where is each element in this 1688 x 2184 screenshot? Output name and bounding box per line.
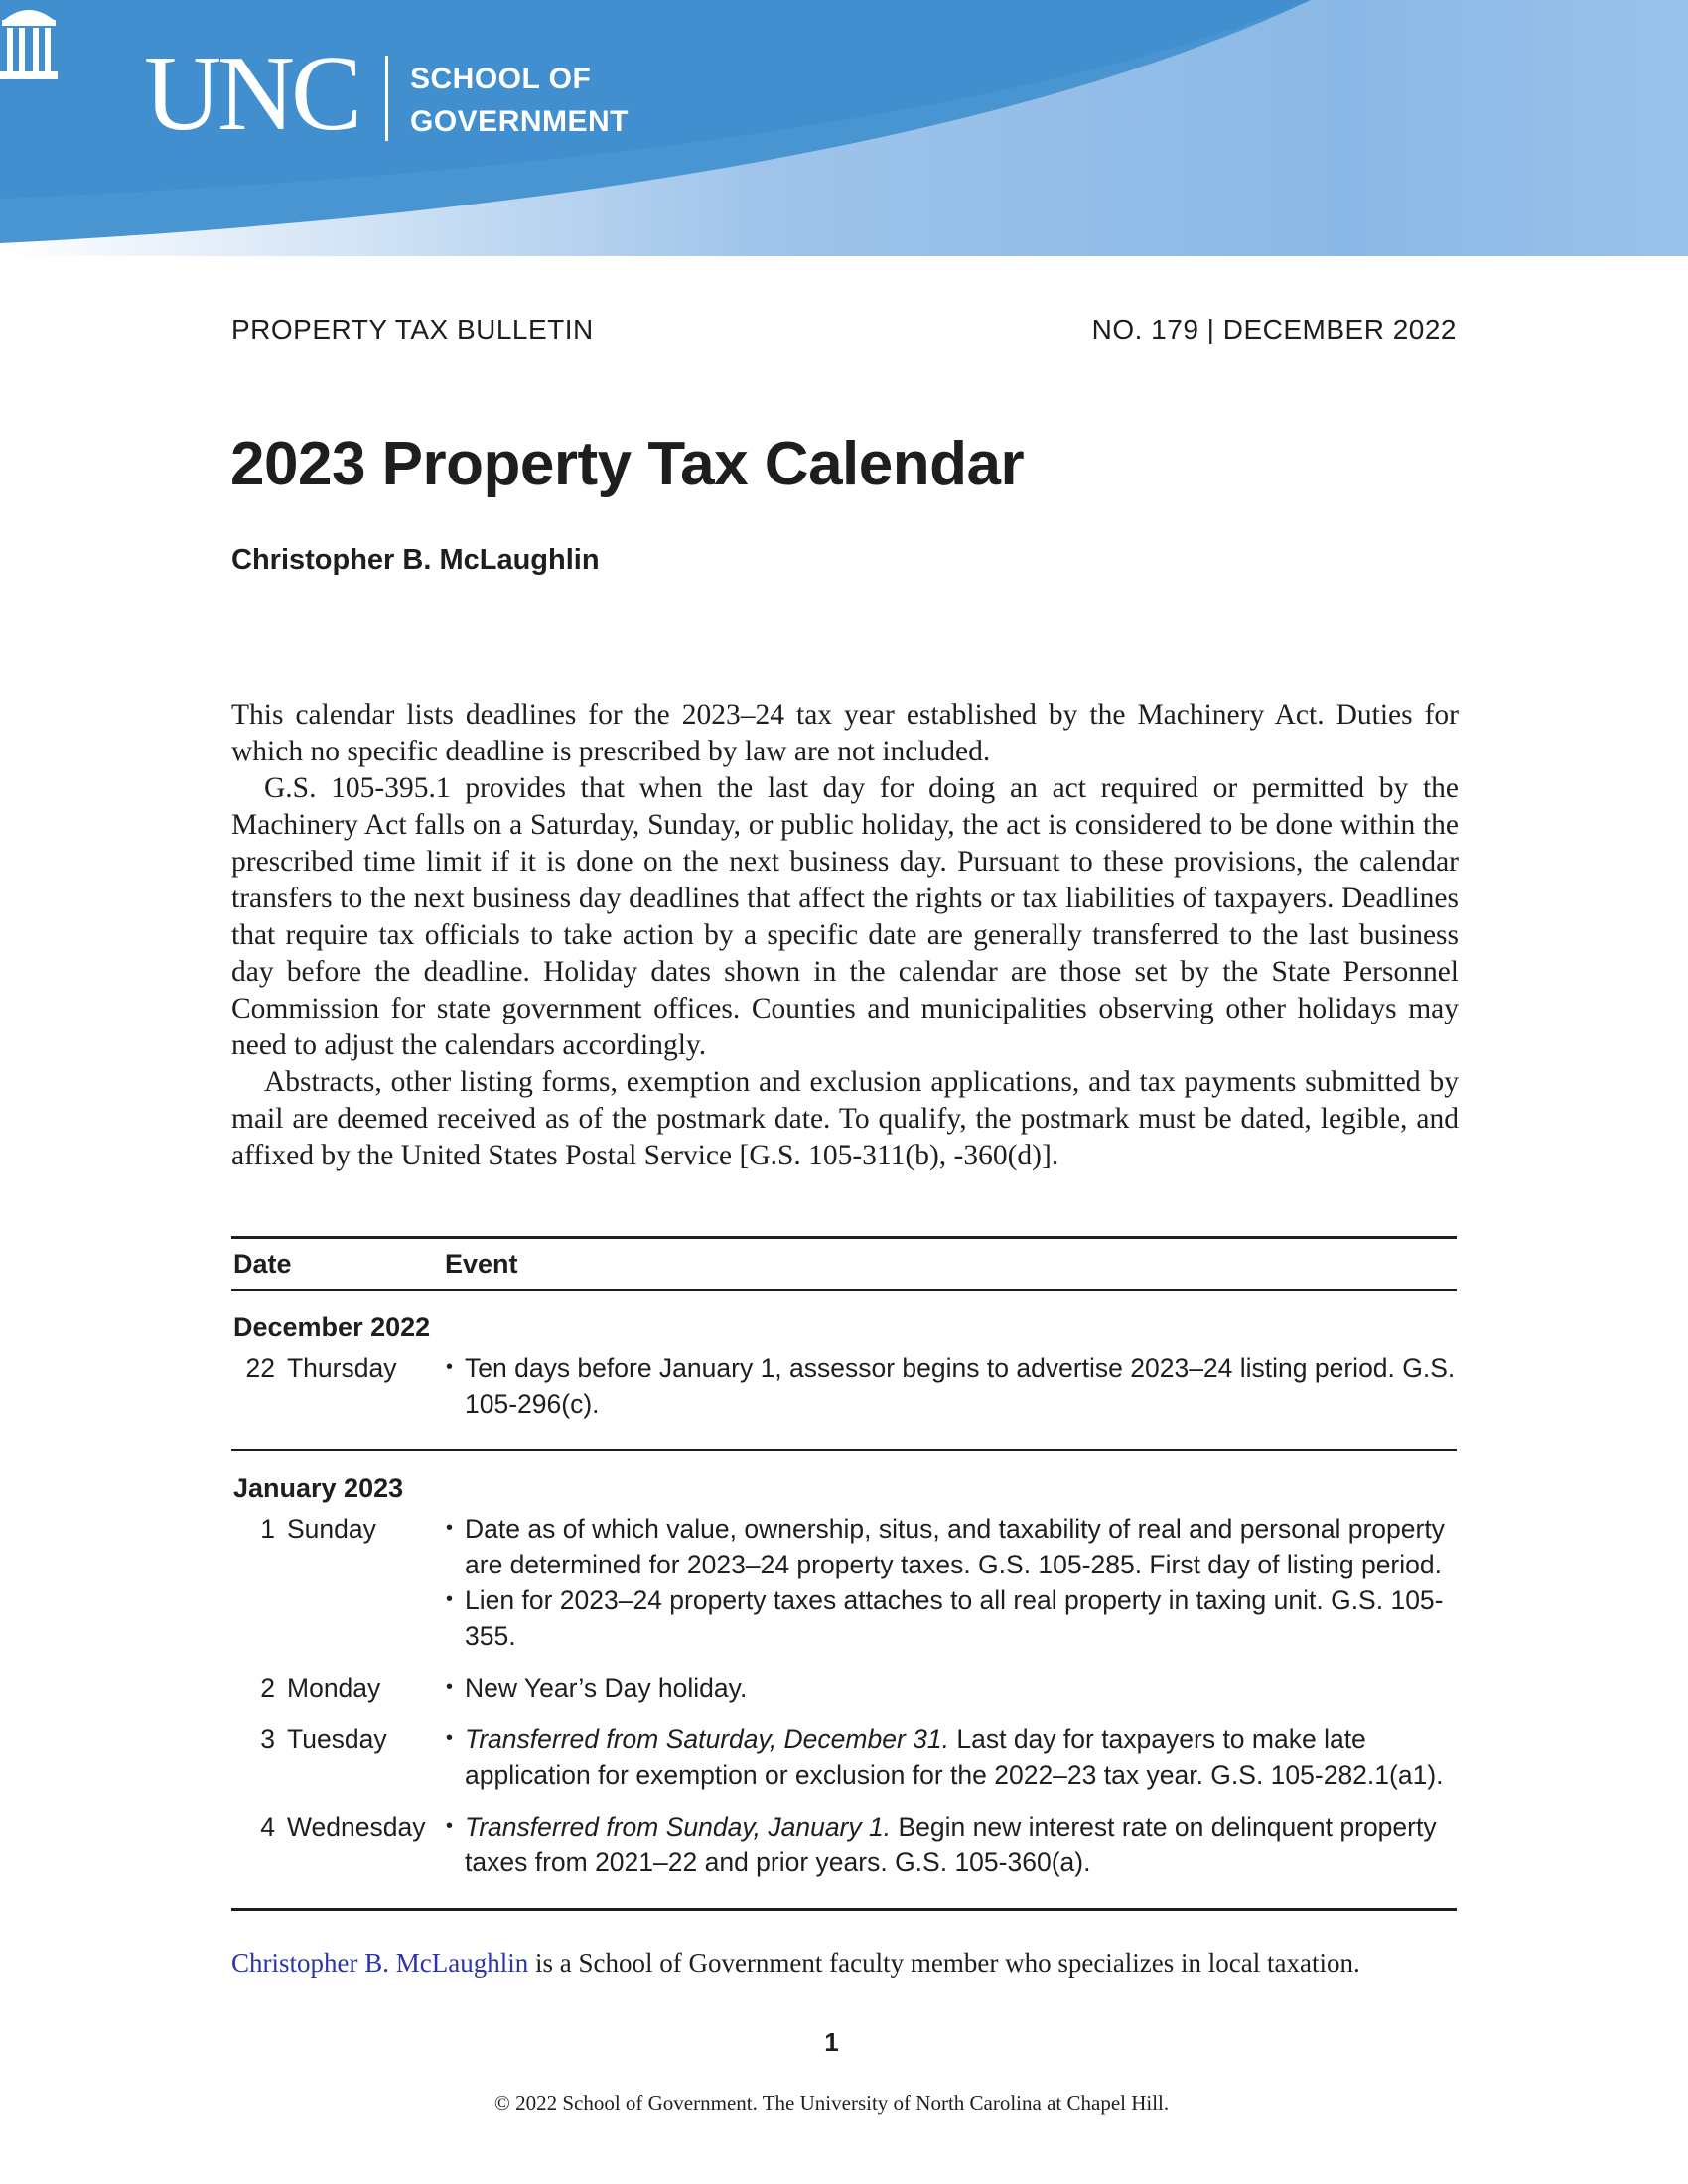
event-item [443,1721,1457,1793]
old-well-icon [0,0,58,81]
intro-text [231,697,1459,1174]
month-block-january-2023 [231,1449,1457,1908]
month-title: January 2023 [233,1473,404,1503]
event-text: Begin new interest rate on delinquent property taxes from 2021–22 and prior years. G.S. 105-360(a). [465,1812,1437,1877]
author-link[interactable]: Christopher B. McLaughlin [231,1948,529,1978]
row-events [443,1670,1457,1706]
row-date [231,1809,443,1880]
row-events [443,1721,1457,1793]
event-item [443,1809,1457,1880]
row-weekday: Thursday [287,1353,397,1383]
author-name: Christopher B. McLaughlin [231,544,600,576]
event-item [443,1582,1457,1654]
row-events [443,1350,1457,1422]
row-events [443,1511,1457,1654]
row-weekday: Tuesday [287,1724,387,1754]
page-title: 2023 Property Tax Calendar [230,430,1025,498]
copyright-notice: © 2022 School of Government. The University of North Carolina at Chapel Hill. [493,2091,1170,2115]
row-weekday: Sunday [287,1514,376,1544]
table-row [231,1511,1457,1654]
row-weekday: Wednesday [287,1812,426,1842]
event-item [443,1350,1457,1422]
school-line-1: SCHOOL OF [410,63,592,95]
footnote-text: is a School of Government faculty member who specializes in local taxation. [528,1948,1360,1978]
event-text: Date as of which value, ownership, situs, and taxability of real and personal property are determined for 2023–24 property taxes. G.S. 105-285. First day of listing period. [465,1514,1445,1579]
event-italic-prefix: Transferred from Saturday, December 31. [465,1724,949,1754]
row-date [231,1511,443,1654]
column-header-event: Event [445,1248,518,1279]
page-number: 1 [824,2027,839,2057]
table-row [231,1670,1457,1706]
row-date [231,1350,443,1422]
row-day: 3 [260,1724,275,1754]
table-row [231,1809,1457,1880]
table-header [231,1239,1457,1291]
event-text: Ten days before January 1, assessor begins to advertise 2023–24 listing period. G.S. 105-296(c). [465,1353,1456,1419]
event-text: Lien for 2023–24 property taxes attaches to all real property in taxing unit. G.S. 105-355. [465,1585,1444,1651]
unc-logo-text: UNC [144,35,359,153]
logo-divider [385,56,388,141]
table-row [231,1721,1457,1793]
column-header-date: Date [233,1248,292,1279]
header-banner [0,0,1688,256]
intro-paragraph: This calendar lists deadlines for the 2023–24 tax year established by the Machinery Act. Duties for which no specific deadline is prescribed by law are not included. [231,699,1459,767]
row-day: 4 [260,1812,275,1842]
event-item [443,1670,1457,1706]
event-item [443,1511,1457,1582]
author-footnote [231,1948,1360,1979]
table-row [231,1350,1457,1422]
row-date [231,1670,443,1706]
row-events [443,1809,1457,1880]
month-title: December 2022 [233,1312,431,1342]
intro-paragraph: Abstracts, other listing forms, exemption and exclusion applications, and tax payments submitted by mail are deemed received as of the postmark date. To qualify, the postmark must be dated, legible, and affixed by the United States Postal Service [G.S. 105-311(b), -360(d)]. [231,1066,1459,1171]
row-day: 2 [260,1673,275,1703]
event-text: Last day for taxpayers to make late application for exemption or exclusion for the 2022–23 tax year. G.S. 105-282.1(a1). [465,1724,1444,1790]
month-block-december-2022 [231,1291,1457,1449]
school-line-2: GOVERNMENT [410,105,630,138]
row-day: 1 [260,1514,275,1544]
issue-number: NO. 179 | DECEMBER 2022 [1091,314,1457,344]
calendar-table [231,1236,1457,1911]
table-bottom-rule [231,1908,1457,1911]
row-weekday: Monday [287,1673,381,1703]
event-text: New Year’s Day holiday. [465,1673,748,1703]
intro-paragraph: G.S. 105-395.1 provides that when the last day for doing an act required or permitted by the Machinery Act falls on a Saturday, Sunday, or public holiday, the act is considered to be done within the prescribed time limit if it is done on the next business day. Pursuant to these provisions, the calendar transfers to the next business day deadlines that affect the rights or tax liabilities of taxpayers. Deadlines that require tax officials to take action by a specific date are generally transferred to the last business day before the deadline. Holiday dates shown in the calendar are those set by the State Personnel Commission for state government offices. Counties and municipalities observing other holidays may need to adjust the calendars accordingly. [231,772,1459,1061]
row-day: 22 [245,1353,275,1383]
row-date [231,1721,443,1793]
bulletin-name: PROPERTY TAX BULLETIN [231,314,594,344]
event-italic-prefix: Transferred from Sunday, January 1. [465,1812,892,1842]
school-of-government-logo [410,58,668,143]
